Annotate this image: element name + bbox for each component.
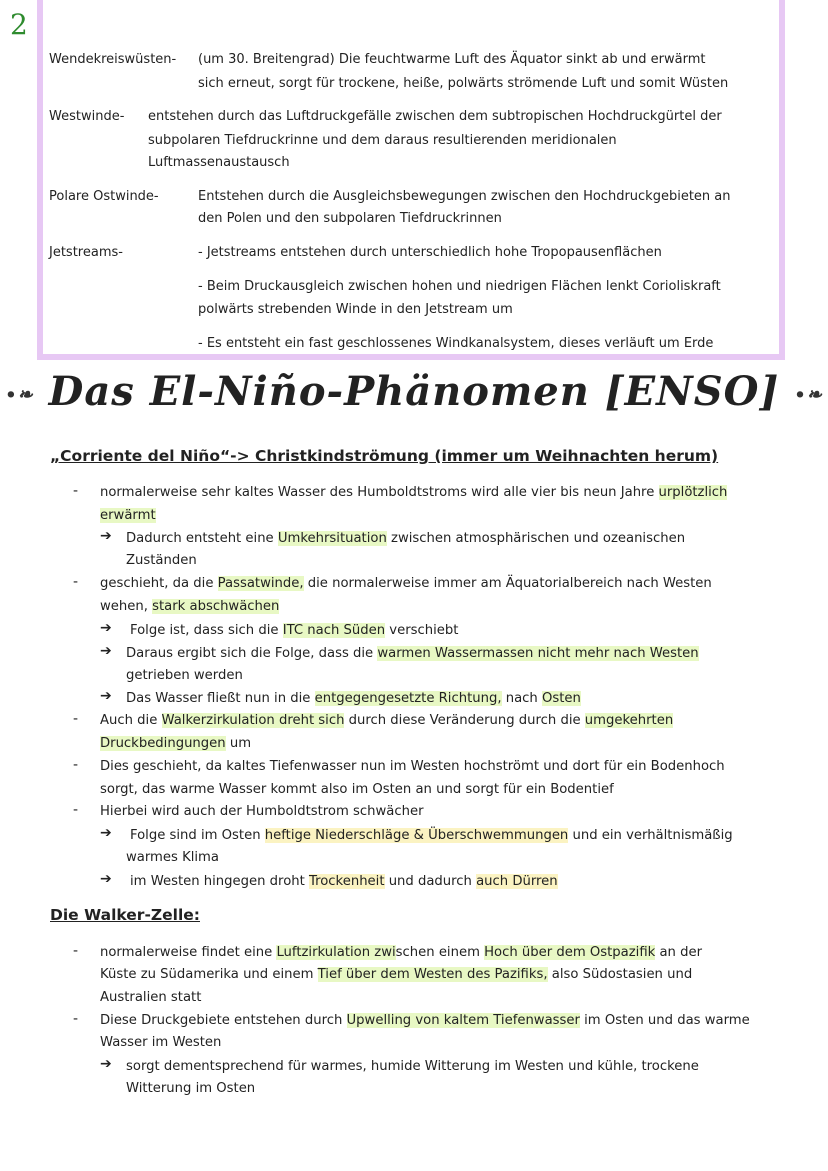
ornament-left-icon: •❧ — [5, 384, 34, 406]
text-line — [100, 506, 156, 526]
bullet-dash: - — [73, 574, 79, 590]
highlight: warmen Wassermassen nicht mehr nach Westen — [377, 646, 699, 661]
text-line — [100, 965, 692, 985]
text-run: nach — [501, 691, 542, 706]
text-line — [100, 711, 673, 731]
text-run: Küste zu Südamerika und einem — [100, 967, 318, 982]
text-run: Dadurch entsteht eine — [126, 531, 278, 546]
text-run: Folge ist, dass sich die — [130, 623, 283, 638]
bullet-dash: - — [73, 757, 79, 773]
definition-line: Entstehen durch die Ausgleichsbewegungen zwischen den Hochdruckgebieten an — [198, 189, 731, 204]
text-line: Hierbei wird auch der Humboldtstrom schwächer — [100, 804, 424, 819]
text-run: und ein verhältnismäßig — [568, 828, 733, 843]
highlight: umgekehrten — [584, 713, 674, 728]
section-heading-walker: Die Walker-Zelle: — [50, 906, 200, 924]
definition-term: Polare Ostwinde- — [49, 189, 159, 204]
bullet-dash: - — [73, 483, 79, 499]
text-line — [100, 943, 702, 963]
text-run: schen einem — [395, 945, 485, 960]
definition-term: Jetstreams- — [49, 245, 123, 260]
definition-term: Westwinde- — [49, 109, 125, 124]
text-line — [100, 574, 712, 594]
text-line — [126, 644, 699, 664]
text-run: an der — [655, 945, 703, 960]
arrow-icon: ➔ — [100, 620, 112, 636]
ornament-right-icon: •❧ — [794, 384, 823, 406]
text-line: Dies geschieht, da kaltes Tiefenwasser nun im Westen hochströmt und dort für ein Bodenhoch — [100, 759, 725, 774]
definition-line: sich erneut, sorgt für trockene, heiße, polwärts strömende Luft und somit Wüsten — [198, 76, 729, 91]
text-line: getrieben werden — [126, 668, 243, 683]
highlight: Walkerzirkulation dreht sich — [161, 713, 345, 728]
highlight: Luftzirkulation zwi — [276, 945, 396, 960]
highlight: Hoch über dem Ostpazifik — [484, 945, 656, 960]
highlight: Druckbedingungen — [100, 736, 226, 751]
text-run: um — [225, 736, 252, 751]
text-line: Witterung im Osten — [126, 1081, 256, 1096]
definition-line: entstehen durch das Luftdruckgefälle zwischen dem subtropischen Hochdruckgürtel der — [148, 109, 722, 124]
bullet-dash: - — [73, 943, 79, 959]
definition-line: - Beim Druckausgleich zwischen hohen und niedrigen Flächen lenkt Corioliskraft — [198, 279, 721, 294]
section-heading-corriente: „Corriente del Niño“-> Christkindströmung (immer um Weihnachten herum) — [50, 447, 719, 465]
page-title — [0, 368, 828, 415]
text-line — [130, 621, 458, 641]
definition-line: polwärts strebenden Winde in den Jetstream um — [198, 302, 513, 317]
highlight: Trockenheit — [308, 874, 385, 889]
definition-line: - Jetstreams entstehen durch unterschiedlich hohe Tropopausenflächen — [198, 245, 662, 260]
text-run: wehen, — [100, 599, 153, 614]
highlight: ITC nach Süden — [282, 623, 386, 638]
page-number: 2 — [10, 8, 28, 41]
text-run: Das Wasser fließt nun in die — [126, 691, 315, 706]
arrow-icon: ➔ — [100, 643, 112, 659]
highlight: Upwelling von kaltem Tiefenwasser — [346, 1013, 580, 1028]
arrow-icon: ➔ — [100, 825, 112, 841]
definition-term: Wendekreiswüsten- — [49, 52, 177, 67]
bullet-dash: - — [73, 711, 79, 727]
text-line — [126, 689, 581, 709]
text-line: Australien statt — [100, 990, 202, 1005]
text-line — [100, 1011, 750, 1031]
page-title-text: Das El-Niño-Phänomen [ENSO] — [48, 368, 780, 415]
bullet-dash: - — [73, 802, 79, 818]
text-run: Folge sind im Osten — [130, 828, 265, 843]
text-run: zwischen atmosphärischen und ozeanischen — [386, 531, 686, 546]
highlight: auch Dürren — [476, 874, 558, 889]
highlight: entgegengesetzte Richtung, — [314, 691, 502, 706]
text-run: normalerweise sehr kaltes Wasser des Humboldtstroms wird alle vier bis neun Jahre — [100, 485, 659, 500]
text-line — [100, 483, 727, 503]
definition-line: den Polen und den subpolaren Tiefdruckrinnen — [198, 211, 502, 226]
text-run: Daraus ergibt sich die Folge, dass die — [126, 646, 378, 661]
text-run: durch diese Veränderung durch die — [344, 713, 585, 728]
text-run: im Westen hingegen droht — [130, 874, 309, 889]
highlight: Passatwinde, — [217, 576, 304, 591]
text-line: sorgt, das warme Wasser kommt also im Osten an und sorgt für ein Bodentief — [100, 782, 614, 797]
highlight: erwärmt — [100, 508, 156, 523]
text-run: die normalerweise immer am Äquatorialbereich nach Westen — [303, 576, 712, 591]
text-line — [130, 826, 733, 846]
definition-line: subpolaren Tiefdruckrinne und dem daraus resultierenden meridionalen — [148, 133, 617, 148]
text-line — [126, 529, 685, 549]
text-run: Diese Druckgebiete entstehen durch — [100, 1013, 347, 1028]
text-line — [130, 872, 558, 892]
text-run: also Südostasien und — [547, 967, 693, 982]
text-line: warmes Klima — [126, 850, 219, 865]
text-line: Wasser im Westen — [100, 1035, 222, 1050]
highlight: Osten — [541, 691, 581, 706]
highlight: Umkehrsituation — [277, 531, 387, 546]
bullet-dash: - — [73, 1011, 79, 1027]
arrow-icon: ➔ — [100, 528, 112, 544]
highlight: stark abschwächen — [152, 599, 280, 614]
highlight: heftige Niederschläge & Überschwemmungen — [264, 828, 569, 843]
arrow-icon: ➔ — [100, 871, 112, 887]
arrow-icon: ➔ — [100, 688, 112, 704]
definition-line: - Es entsteht ein fast geschlossenes Windkanalsystem, dieses verläuft um Erde — [198, 336, 714, 351]
text-run: im Osten und das warme — [579, 1013, 750, 1028]
text-line: Zuständen — [126, 553, 197, 568]
highlight: Tief über dem Westen des Pazifiks, — [317, 967, 548, 982]
definition-line: (um 30. Breitengrad) Die feuchtwarme Luft des Äquator sinkt ab und erwärmt — [198, 52, 706, 67]
text-line — [100, 734, 251, 754]
text-run: und dadurch — [384, 874, 477, 889]
text-line — [100, 597, 279, 617]
definition-line: Luftmassenaustausch — [148, 155, 290, 170]
text-run: normalerweise findet eine — [100, 945, 277, 960]
text-run: geschieht, da die — [100, 576, 218, 591]
highlight: urplötzlich — [658, 485, 728, 500]
text-line: sorgt dementsprechend für warmes, humide Witterung im Westen und kühle, trockene — [126, 1059, 699, 1074]
arrow-icon: ➔ — [100, 1056, 112, 1072]
text-run: verschiebt — [385, 623, 459, 638]
text-run: Auch die — [100, 713, 162, 728]
